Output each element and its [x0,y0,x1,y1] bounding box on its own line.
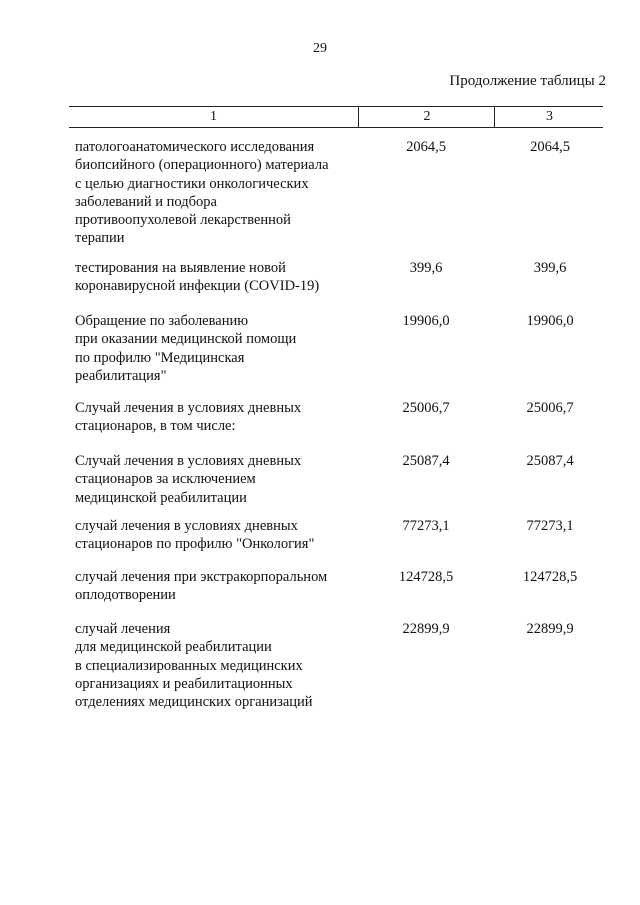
table-continuation-caption: Продолжение таблицы 2 [449,73,606,89]
table-header [69,106,603,128]
row-value-col3: 399,6 [533,260,567,276]
row-value-col3: 25006,7 [526,400,574,416]
row-description: Случай лечения в условиях дневных стационаров за исключением медицинской реабилитации [75,453,302,506]
row-value-col2: 25087,4 [402,453,450,469]
row-description: Случай лечения в условиях дневных стационаров, в том числе: [75,400,302,435]
row-value-col2: 2064,5 [406,139,446,155]
row-value-col3: 2064,5 [530,139,570,155]
row-value-col3: 77273,1 [526,518,574,534]
row-value-col2: 124728,5 [398,569,454,585]
row-value-col3: 124728,5 [522,569,578,585]
row-value-col2: 22899,9 [402,621,450,637]
row-description: тестирования на выявление новой коронавирусной инфекции (COVID-19) [75,260,320,295]
row-description: патологоанатомического исследования биопсийного (операционного) материала с целью диагностики онкологических заболеваний и подбора противоопухолевой лекарственной терапии [75,139,329,247]
row-value-col2: 399,6 [409,260,443,276]
row-description: Обращение по заболеванию при оказании медицинской помощи по профилю "Медицинская реабилитация" [75,313,297,384]
page-number: 29 [313,41,327,56]
row-description: случай лечения для медицинской реабилитации в специализированных медицинских организациях и реабилитационных отделениях медицинских организаций [75,621,313,711]
column-header-2: 2 [358,107,495,127]
row-value-col2: 25006,7 [402,400,450,416]
row-description: случай лечения в условиях дневных стационаров по профилю "Онкология" [75,518,315,553]
row-value-col3: 25087,4 [526,453,574,469]
row-value-col3: 19906,0 [526,313,574,329]
row-value-col2: 77273,1 [402,518,450,534]
row-value-col3: 22899,9 [526,621,574,637]
row-value-col2: 19906,0 [402,313,450,329]
column-header-1: 1 [210,109,217,124]
column-header-3: 3 [494,107,604,127]
row-description: случай лечения при экстракорпоральном оплодотворении [75,569,328,604]
